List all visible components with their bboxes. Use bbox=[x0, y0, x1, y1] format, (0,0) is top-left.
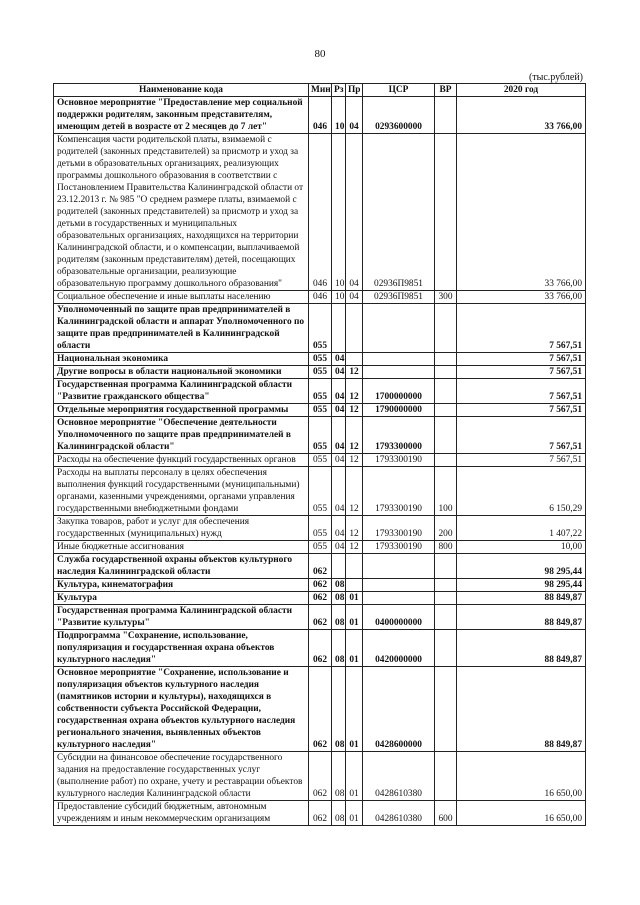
row-rz-cell: 04 bbox=[332, 454, 346, 467]
row-amount-cell: 6 150,29 bbox=[457, 467, 586, 516]
row-name-cell: Предоставление субсидий бюджетным, автономным учреждениям и иным некоммерческим организациям bbox=[54, 801, 309, 826]
row-vr-cell bbox=[435, 592, 457, 605]
row-name-cell: Закупка товаров, работ и услуг для обеспечения государственных (муниципальных) нужд bbox=[54, 516, 309, 541]
row-csr-cell: 0420000000 bbox=[363, 630, 435, 667]
table-row bbox=[54, 97, 586, 134]
row-amount-cell: 88 849,87 bbox=[457, 667, 586, 752]
row-vr-cell bbox=[435, 417, 457, 454]
table-row bbox=[54, 630, 586, 667]
row-csr-cell: 1793300190 bbox=[363, 516, 435, 541]
table-header-row bbox=[54, 84, 586, 97]
row-amount-cell: 88 849,87 bbox=[457, 592, 586, 605]
table-row bbox=[54, 134, 586, 291]
row-amount-cell: 7 567,51 bbox=[457, 404, 586, 417]
row-min-cell: 046 bbox=[309, 291, 332, 304]
row-min-cell: 046 bbox=[309, 97, 332, 134]
row-rz-cell: 10 bbox=[332, 291, 346, 304]
row-name-cell: Государственная программа Калининградской области "Развитие гражданского общества" bbox=[54, 379, 309, 404]
row-amount-cell: 33 766,00 bbox=[457, 97, 586, 134]
row-rz-cell: 04 bbox=[332, 417, 346, 454]
table-row bbox=[54, 404, 586, 417]
row-rz-cell: 04 bbox=[332, 379, 346, 404]
table-row bbox=[54, 291, 586, 304]
row-amount-cell: 7 567,51 bbox=[457, 417, 586, 454]
row-amount-cell: 10,00 bbox=[457, 541, 586, 554]
row-pr-cell: 01 bbox=[346, 605, 363, 630]
table-row bbox=[54, 379, 586, 404]
row-vr-cell bbox=[435, 366, 457, 379]
row-rz-cell: 04 bbox=[332, 467, 346, 516]
row-vr-cell bbox=[435, 134, 457, 291]
row-min-cell: 062 bbox=[309, 592, 332, 605]
row-amount-cell: 16 650,00 bbox=[457, 752, 586, 801]
row-min-cell: 055 bbox=[309, 417, 332, 454]
row-vr-cell bbox=[435, 404, 457, 417]
budget-table bbox=[53, 83, 586, 826]
row-vr-cell: 200 bbox=[435, 516, 457, 541]
row-pr-cell: 12 bbox=[346, 467, 363, 516]
table-row bbox=[54, 353, 586, 366]
table-row bbox=[54, 667, 586, 752]
row-name-cell: Служба государственной охраны объектов культурного наследия Калининградской области bbox=[54, 554, 309, 579]
row-pr-cell: 12 bbox=[346, 516, 363, 541]
row-vr-cell bbox=[435, 667, 457, 752]
row-name-cell: Социальное обеспечение и иные выплаты населению bbox=[54, 291, 309, 304]
row-name-cell: Культура, кинематография bbox=[54, 579, 309, 592]
row-csr-cell: 1793300190 bbox=[363, 467, 435, 516]
row-amount-cell: 7 567,51 bbox=[457, 379, 586, 404]
row-amount-cell: 16 650,00 bbox=[457, 801, 586, 826]
row-name-cell: Основное мероприятие "Обеспечение деятельности Уполномоченного по защите прав предпринимателей в Калининградской области" bbox=[54, 417, 309, 454]
row-name-cell: Основное мероприятие "Сохранение, использование и популяризация объектов культурного наследия (памятников истории и культуры), находящихся в собственности субъекта Российской Федерации, государственная охрана объектов культурного наследия регионального значения, выявленных объектов культурного наследия" bbox=[54, 667, 309, 752]
page-number: 80 bbox=[314, 48, 326, 60]
row-vr-cell bbox=[435, 554, 457, 579]
row-csr-cell: 02936П9851 bbox=[363, 291, 435, 304]
row-rz-cell: 08 bbox=[332, 630, 346, 667]
row-csr-cell bbox=[363, 592, 435, 605]
row-name-cell: Государственная программа Калининградской области "Развитие культуры" bbox=[54, 605, 309, 630]
column-header-csr: ЦСР bbox=[363, 84, 435, 97]
row-vr-cell: 300 bbox=[435, 291, 457, 304]
row-amount-cell: 7 567,51 bbox=[457, 304, 586, 353]
row-min-cell: 062 bbox=[309, 554, 332, 579]
row-rz-cell: 08 bbox=[332, 667, 346, 752]
row-pr-cell: 01 bbox=[346, 592, 363, 605]
row-pr-cell: 12 bbox=[346, 417, 363, 454]
row-csr-cell: 0400000000 bbox=[363, 605, 435, 630]
row-name-cell: Иные бюджетные ассигнования bbox=[54, 541, 309, 554]
row-amount-cell: 98 295,44 bbox=[457, 554, 586, 579]
row-name-cell: Компенсация части родительской платы, взимаемой с родителей (законных представителей) за присмотр и уход за детьми в образовательных организациях, реализующих программы дошкольного образования в соответствии с Постановлением Правительства Калининградской области от 23.12.2013 г. № 985 "О среднем размере платы, взимаемой с родителей (законных представителей) за присмотр и уход за детьми в государственных и муниципальных образовательных организациях, находящихся на территории Калининградской области, и о компенсации, выплачиваемой родителям (законным представителям) детей, посещающих образовательные организации, реализующие образовательную программу дошкольного образования" bbox=[54, 134, 309, 291]
row-pr-cell: 12 bbox=[346, 366, 363, 379]
row-rz-cell: 08 bbox=[332, 592, 346, 605]
row-amount-cell: 88 849,87 bbox=[457, 605, 586, 630]
row-min-cell: 055 bbox=[309, 304, 332, 353]
row-pr-cell: 12 bbox=[346, 454, 363, 467]
row-amount-cell: 7 567,51 bbox=[457, 353, 586, 366]
row-vr-cell bbox=[435, 97, 457, 134]
row-name-cell: Культура bbox=[54, 592, 309, 605]
row-vr-cell bbox=[435, 379, 457, 404]
row-pr-cell bbox=[346, 554, 363, 579]
row-rz-cell bbox=[332, 554, 346, 579]
row-name-cell: Субсидии на финансовое обеспечение государственного задания на предоставление государственных услуг (выполнение работ) по охране, учету и реставрации объектов культурного наследия Калининградской области bbox=[54, 752, 309, 801]
row-rz-cell: 04 bbox=[332, 366, 346, 379]
row-csr-cell: 02936П9851 bbox=[363, 134, 435, 291]
row-min-cell: 055 bbox=[309, 353, 332, 366]
row-csr-cell bbox=[363, 353, 435, 366]
row-vr-cell bbox=[435, 304, 457, 353]
row-pr-cell: 04 bbox=[346, 291, 363, 304]
row-min-cell: 055 bbox=[309, 404, 332, 417]
table-row bbox=[54, 366, 586, 379]
row-vr-cell: 600 bbox=[435, 801, 457, 826]
row-rz-cell: 04 bbox=[332, 353, 346, 366]
column-header-vr: ВР bbox=[435, 84, 457, 97]
row-rz-cell: 08 bbox=[332, 605, 346, 630]
column-header-amount: 2020 год bbox=[457, 84, 586, 97]
row-pr-cell: 01 bbox=[346, 667, 363, 752]
row-csr-cell: 1700000000 bbox=[363, 379, 435, 404]
row-amount-cell: 33 766,00 bbox=[457, 134, 586, 291]
table-row bbox=[54, 592, 586, 605]
column-header-min: Мин bbox=[309, 84, 332, 97]
row-pr-cell: 01 bbox=[346, 630, 363, 667]
row-name-cell: Расходы на выплаты персоналу в целях обеспечения выполнения функций государственными (муниципальными) органами, казенными учреждениями, органами управления государственными внебюджетными фондами bbox=[54, 467, 309, 516]
table-body bbox=[54, 97, 586, 826]
table-row bbox=[54, 752, 586, 801]
row-vr-cell bbox=[435, 752, 457, 801]
row-min-cell: 062 bbox=[309, 605, 332, 630]
row-name-cell: Другие вопросы в области национальной экономики bbox=[54, 366, 309, 379]
row-csr-cell: 1793300190 bbox=[363, 541, 435, 554]
row-csr-cell bbox=[363, 579, 435, 592]
row-csr-cell: 1790000000 bbox=[363, 404, 435, 417]
row-name-cell: Основное мероприятие "Предоставление мер социальной поддержки родителям, законным представителям, имеющим детей в возрасте от 2 месяцев до 7 лет" bbox=[54, 97, 309, 134]
table-row bbox=[54, 304, 586, 353]
row-pr-cell: 04 bbox=[346, 134, 363, 291]
row-pr-cell: 01 bbox=[346, 801, 363, 826]
row-pr-cell: 12 bbox=[346, 541, 363, 554]
row-vr-cell bbox=[435, 579, 457, 592]
table-row bbox=[54, 454, 586, 467]
table-row bbox=[54, 467, 586, 516]
row-amount-cell: 7 567,51 bbox=[457, 454, 586, 467]
row-min-cell: 046 bbox=[309, 134, 332, 291]
table-row bbox=[54, 516, 586, 541]
row-vr-cell bbox=[435, 454, 457, 467]
row-vr-cell bbox=[435, 353, 457, 366]
column-header-pr: Пр bbox=[346, 84, 363, 97]
row-csr-cell bbox=[363, 554, 435, 579]
column-header-rz: Рз bbox=[332, 84, 346, 97]
row-pr-cell: 04 bbox=[346, 97, 363, 134]
row-name-cell: Национальная экономика bbox=[54, 353, 309, 366]
row-rz-cell: 04 bbox=[332, 541, 346, 554]
row-name-cell: Подпрограмма "Сохранение, использование, популяризация и государственная охрана объектов культурного наследия" bbox=[54, 630, 309, 667]
row-pr-cell bbox=[346, 353, 363, 366]
row-min-cell: 055 bbox=[309, 541, 332, 554]
row-csr-cell bbox=[363, 366, 435, 379]
row-pr-cell bbox=[346, 579, 363, 592]
row-csr-cell: 1793300000 bbox=[363, 417, 435, 454]
row-min-cell: 055 bbox=[309, 366, 332, 379]
row-vr-cell: 100 bbox=[435, 467, 457, 516]
row-vr-cell bbox=[435, 605, 457, 630]
table-row bbox=[54, 605, 586, 630]
table-row bbox=[54, 579, 586, 592]
row-amount-cell: 33 766,00 bbox=[457, 291, 586, 304]
row-amount-cell: 88 849,87 bbox=[457, 630, 586, 667]
row-rz-cell: 08 bbox=[332, 579, 346, 592]
row-amount-cell: 1 407,22 bbox=[457, 516, 586, 541]
table-row bbox=[54, 801, 586, 826]
row-min-cell: 062 bbox=[309, 752, 332, 801]
row-min-cell: 062 bbox=[309, 579, 332, 592]
table-row bbox=[54, 541, 586, 554]
row-name-cell: Расходы на обеспечение функций государственных органов bbox=[54, 454, 309, 467]
row-amount-cell: 98 295,44 bbox=[457, 579, 586, 592]
row-rz-cell: 08 bbox=[332, 801, 346, 826]
row-pr-cell: 12 bbox=[346, 379, 363, 404]
row-rz-cell: 04 bbox=[332, 404, 346, 417]
table-row bbox=[54, 554, 586, 579]
units-label: (тыс.рублей) bbox=[528, 72, 583, 83]
row-rz-cell: 08 bbox=[332, 752, 346, 801]
row-csr-cell: 0428600000 bbox=[363, 667, 435, 752]
row-rz-cell bbox=[332, 304, 346, 353]
row-csr-cell: 1793300190 bbox=[363, 454, 435, 467]
row-csr-cell: 0428610380 bbox=[363, 801, 435, 826]
row-min-cell: 062 bbox=[309, 801, 332, 826]
row-min-cell: 055 bbox=[309, 467, 332, 516]
row-min-cell: 062 bbox=[309, 667, 332, 752]
row-csr-cell bbox=[363, 304, 435, 353]
row-pr-cell: 12 bbox=[346, 404, 363, 417]
row-pr-cell: 01 bbox=[346, 752, 363, 801]
row-rz-cell: 10 bbox=[332, 134, 346, 291]
row-csr-cell: 0293600000 bbox=[363, 97, 435, 134]
row-min-cell: 062 bbox=[309, 630, 332, 667]
row-amount-cell: 7 567,51 bbox=[457, 366, 586, 379]
row-csr-cell: 0428610380 bbox=[363, 752, 435, 801]
row-rz-cell: 04 bbox=[332, 516, 346, 541]
column-header-name: Наименование кода bbox=[54, 84, 309, 97]
row-name-cell: Уполномоченный по защите прав предпринимателей в Калининградской области и аппарат Уполномоченного по защите прав предпринимателей в Калининградской области bbox=[54, 304, 309, 353]
row-min-cell: 055 bbox=[309, 516, 332, 541]
row-vr-cell bbox=[435, 630, 457, 667]
row-min-cell: 055 bbox=[309, 454, 332, 467]
row-min-cell: 055 bbox=[309, 379, 332, 404]
table-row bbox=[54, 417, 586, 454]
row-rz-cell: 10 bbox=[332, 97, 346, 134]
row-name-cell: Отдельные мероприятия государственной программы bbox=[54, 404, 309, 417]
row-pr-cell bbox=[346, 304, 363, 353]
row-vr-cell: 800 bbox=[435, 541, 457, 554]
